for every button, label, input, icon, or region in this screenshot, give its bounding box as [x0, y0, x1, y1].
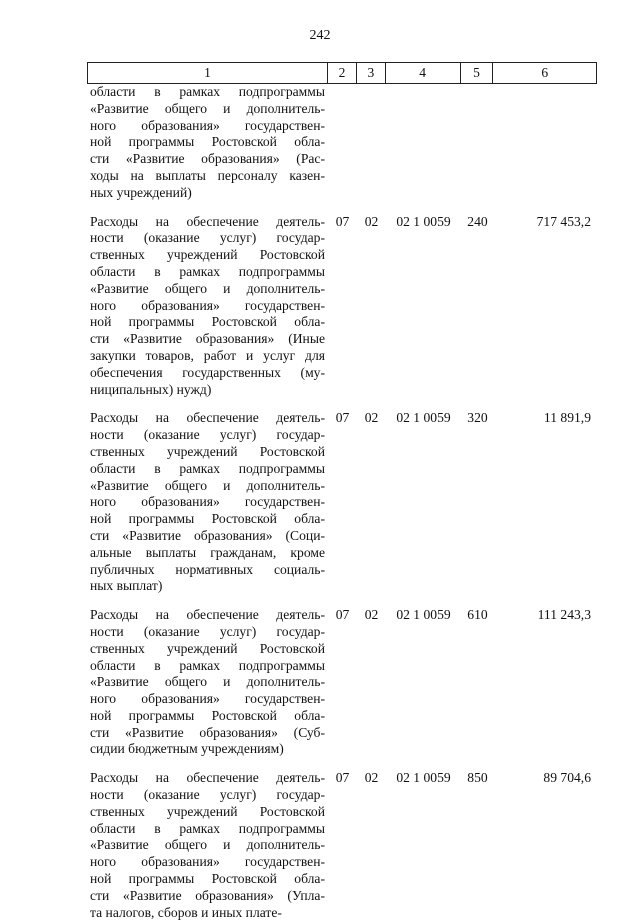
description-line: «Развитие общего и дополнитель-	[90, 100, 325, 116]
description-line: ности (оказание услуг) государ-	[90, 230, 325, 246]
row-spacer	[87, 758, 597, 770]
description-line: ного образования» государствен-	[90, 494, 325, 510]
amount-value: 11 891,9	[543, 410, 591, 426]
row-description	[87, 84, 328, 202]
description-line: сти «Развитие образования» (Рас-	[90, 151, 325, 167]
target-article-code: 02 1 0059	[396, 607, 451, 623]
row-spacer	[87, 202, 597, 214]
expense-type-code: 240	[467, 213, 488, 229]
column-header-2: 2	[328, 63, 357, 83]
description-line: ной программы Ростовской обла-	[90, 707, 325, 723]
column-header-3: 3	[357, 63, 386, 83]
description-line: ной программы Ростовской обла-	[90, 134, 325, 150]
description-line: Расходы на обеспечение деятель-	[90, 770, 325, 786]
target-article-code: 02 1 0059	[396, 410, 451, 426]
section-code: 07	[335, 213, 350, 229]
subsection-code: 02	[364, 410, 379, 426]
description-line: Расходы на обеспечение деятель-	[90, 213, 325, 229]
description-line: обеспечения государственных (му-	[90, 364, 325, 380]
description-line: области в рамках подпрограммы	[90, 460, 325, 476]
description-line: закупки товаров, работ и услуг для	[90, 347, 325, 363]
description-line: ниципальных) нужд)	[90, 381, 212, 397]
table-row	[87, 214, 597, 399]
row-description	[87, 214, 328, 399]
target-article-code: 02 1 0059	[396, 770, 451, 786]
description-line: сти «Развитие образования» (Суб-	[90, 724, 325, 740]
description-line: ности (оказание услуг) государ-	[90, 623, 325, 639]
table-row	[87, 410, 597, 595]
subsection-code: 02	[364, 213, 379, 229]
table-header-row	[87, 62, 597, 84]
description-line: ного образования» государствен-	[90, 297, 325, 313]
column-header-6: 6	[541, 65, 549, 80]
table-row	[87, 770, 597, 921]
subsection-code: 02	[364, 607, 379, 623]
amount-value: 89 704,6	[543, 770, 591, 786]
subsection-code	[357, 84, 386, 202]
target-article-code: 02 1 0059	[396, 213, 451, 229]
description-line: Расходы на обеспечение деятель-	[90, 607, 325, 623]
description-line: та налогов, сборов и иных плате-	[90, 904, 282, 920]
description-line: публичных нормативных социаль-	[90, 561, 325, 577]
table-row	[87, 84, 597, 202]
expense-type-code: 850	[467, 770, 488, 786]
section-code: 07	[335, 607, 350, 623]
row-description	[87, 410, 328, 595]
description-line: «Развитие общего и дополнитель-	[90, 837, 325, 853]
column-header-1: 1	[88, 63, 328, 83]
description-line: ного образования» государствен-	[90, 854, 325, 870]
column-header-4: 4	[386, 63, 461, 83]
table-body	[87, 84, 597, 921]
row-spacer	[87, 595, 597, 607]
description-line: ных учреждений)	[90, 184, 192, 200]
section-code: 07	[335, 410, 350, 426]
subsection-code: 02	[364, 770, 379, 786]
description-line: области в рамках подпрограммы	[90, 84, 325, 99]
expense-type-code: 610	[467, 607, 488, 623]
amount-value	[494, 84, 597, 202]
description-line: ности (оказание услуг) государ-	[90, 427, 325, 443]
description-line: «Развитие общего и дополнитель-	[90, 674, 325, 690]
row-description	[87, 770, 328, 921]
description-line: ственных учреждений Ростовской	[90, 443, 325, 459]
page-number: 242	[309, 28, 331, 43]
description-line: области в рамках подпрограммы	[90, 820, 325, 836]
description-line: ственных учреждений Ростовской	[90, 803, 325, 819]
description-line: сти «Развитие образования» (Иные	[90, 331, 325, 347]
description-line: ности (оказание услуг) государ-	[90, 787, 325, 803]
description-line: области в рамках подпрограммы	[90, 263, 325, 279]
target-article-code	[386, 84, 461, 202]
description-line: сти «Развитие образования» (Соци-	[90, 527, 325, 543]
description-line: альные выплаты гражданам, кроме	[90, 544, 325, 560]
description-line: ных выплат)	[90, 578, 163, 594]
description-line: ной программы Ростовской обла-	[90, 511, 325, 527]
row-description	[87, 607, 328, 758]
description-line: Расходы на обеспечение деятель-	[90, 410, 325, 426]
expense-type-code: 320	[467, 410, 488, 426]
row-spacer	[87, 398, 597, 410]
description-line: ственных учреждений Ростовской	[90, 640, 325, 656]
description-line: сидии бюджетным учреждениям)	[90, 741, 284, 757]
amount-value: 717 453,2	[536, 213, 591, 229]
description-line: ственных учреждений Ростовской	[90, 247, 325, 263]
description-line: «Развитие общего и дополнитель-	[90, 477, 325, 493]
description-line: области в рамках подпрограммы	[90, 657, 325, 673]
description-line: сти «Развитие образования» (Упла-	[90, 887, 325, 903]
section-code	[328, 84, 357, 202]
description-line: ной программы Ростовской обла-	[90, 314, 325, 330]
column-header-5: 5	[461, 63, 494, 83]
description-line: ного образования» государствен-	[90, 691, 325, 707]
description-line: ной программы Ростовской обла-	[90, 871, 325, 887]
amount-value: 111 243,3	[537, 607, 591, 623]
expense-type-code	[461, 84, 494, 202]
description-line: «Развитие общего и дополнитель-	[90, 280, 325, 296]
section-code: 07	[335, 770, 350, 786]
description-line: ходы на выплаты персоналу казен-	[90, 167, 325, 183]
table-row	[87, 607, 597, 758]
description-line: ного образования» государствен-	[90, 117, 325, 133]
